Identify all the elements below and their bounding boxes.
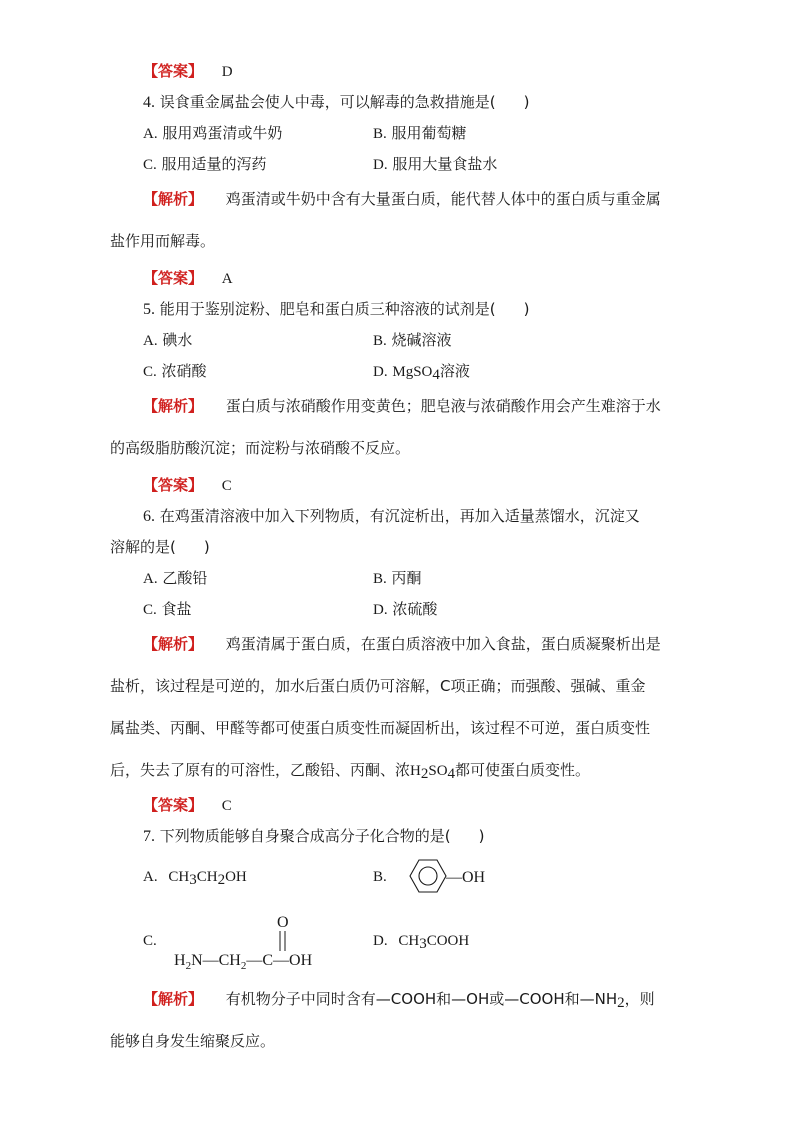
q7-option-d: D. $CH_3COOH$ bbox=[373, 933, 470, 952]
answer-value: D bbox=[221, 64, 233, 80]
q7-option-c-letter: C. bbox=[143, 933, 157, 949]
question-4-stem: 4. 误食重金属盐会使人中毒，可以解毒的急救措施是( ) bbox=[143, 93, 530, 111]
question-6-stem-line-1: 6. 在鸡蛋清溶液中加入下列物质，有沉淀析出，再加入适量蒸馏水，沉淀又 bbox=[143, 507, 640, 525]
q6-answer: 【答案】 C bbox=[143, 796, 232, 814]
q4-option-d: D. 服用大量食盐水 bbox=[373, 155, 498, 173]
q5-answer: 【答案】 C bbox=[143, 476, 232, 494]
question-5-stem: 5. 能用于鉴别淀粉、肥皂和蛋白质三种溶液的试剂是( ) bbox=[143, 300, 530, 318]
h2so4-formula: H bbox=[410, 763, 421, 779]
carbonyl-oxygen-text: O bbox=[277, 914, 289, 931]
amine-h: H bbox=[174, 952, 186, 969]
q4-analysis-line-1: 【解析】 鸡蛋清或牛奶中含有大量蛋白质，能代替人体中的蛋白质与重金属 bbox=[143, 190, 661, 208]
q6-analysis-line-4: 后，失去了原有的可溶性，乙酸铅、丙酮、浓$H_2SO_4$都可使蛋白质变性。 bbox=[110, 761, 591, 782]
q7-analysis-line-1: 【解析】 有机物分子中同时含有—COOH和—OH或—COOH和$—NH_2$，则 bbox=[143, 990, 655, 1011]
q4-option-a: A. 服用鸡蛋清或牛奶 bbox=[143, 124, 283, 142]
q4-analysis-line-2: 盐作用而解毒。 bbox=[110, 232, 216, 250]
glycine-structure bbox=[170, 906, 350, 972]
q5-analysis-line-2: 的高级脂肪酸沉淀；而淀粉与浓硝酸不反应。 bbox=[110, 439, 411, 457]
q6-option-a: A. 乙酸铅 bbox=[143, 569, 208, 587]
carboxyl-chain: —C—OH bbox=[246, 952, 313, 969]
amine-chain: N—CH bbox=[191, 952, 241, 969]
question-6-stem-line-2: 溶解的是( ) bbox=[110, 538, 210, 556]
q5-option-c: C. 浓硝酸 bbox=[143, 362, 207, 380]
q5-option-a: A. 碘水 bbox=[143, 331, 193, 349]
q6-analysis-line-1: 【解析】 鸡蛋清属于蛋白质，在蛋白质溶液中加入食盐，蛋白质凝聚析出是 bbox=[143, 635, 661, 653]
q7-analysis-line-2: 能够自身发生缩聚反应。 bbox=[110, 1032, 276, 1050]
phenol-structure bbox=[400, 853, 500, 899]
q7-option-a: A. $CH_3CH_2OH$ bbox=[143, 869, 247, 888]
q6-option-b: B. 丙酮 bbox=[373, 569, 422, 587]
q5-analysis-line-1: 【解析】 蛋白质与浓硝酸作用变黄色；肥皂液与浓硝酸作用会产生难溶于水 bbox=[143, 397, 661, 415]
question-7-stem: 7. 下列物质能够自身聚合成高分子化合物的是( ) bbox=[143, 827, 485, 845]
q3-answer bbox=[143, 61, 233, 81]
q7-option-b: B. bbox=[373, 869, 387, 885]
q4-option-c: C. 服用适量的泻药 bbox=[143, 155, 267, 173]
answer-label: 【答案】 bbox=[143, 62, 204, 80]
q6-option-c: C. 食盐 bbox=[143, 600, 192, 618]
aromatic-circle-icon bbox=[419, 867, 437, 885]
q6-analysis-line-3: 属盐类、丙酮、甲醛等都可使蛋白质变性而凝固析出，该过程不可逆，蛋白质变性 bbox=[110, 719, 651, 737]
q5-option-b: B. 烧碱溶液 bbox=[373, 331, 452, 349]
hydroxyl-group-text: —OH bbox=[446, 869, 486, 886]
q6-option-d: D. 浓硫酸 bbox=[373, 600, 438, 618]
q4-option-b: B. 服用葡萄糖 bbox=[373, 124, 467, 142]
q4-answer: 【答案】 A bbox=[143, 269, 233, 287]
q5-option-d: D. MgSO$_4$溶液 bbox=[373, 362, 470, 383]
analysis-label: 【解析】 bbox=[143, 190, 204, 208]
q6-analysis-line-2: 盐析，该过程是可逆的，加水后蛋白质仍可溶解，C项正确；而强酸、强碱、重金 bbox=[110, 677, 646, 695]
benzene-ring-icon bbox=[410, 860, 446, 892]
svg-text:H2N—CH2—C—OH: $H_2N—CH_2—C—OH$ bbox=[174, 952, 313, 972]
